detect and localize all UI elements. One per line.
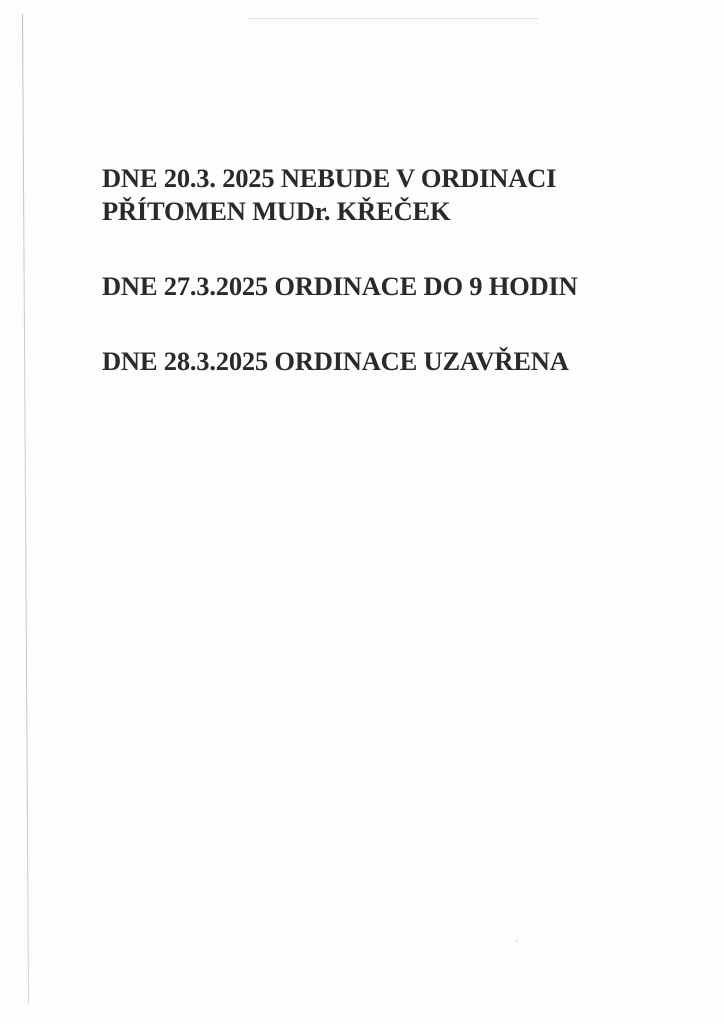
notice-short-hours-line: DNE 27.3.2025 ORDINACE DO 9 HODIN bbox=[102, 271, 578, 301]
notice-absence-line-2: PŘÍTOMEN MUDr. KŘEČEK bbox=[102, 196, 451, 226]
scan-speck bbox=[516, 940, 518, 942]
notice-closed bbox=[102, 345, 702, 378]
notice-absence bbox=[102, 162, 702, 228]
scan-edge-top bbox=[248, 18, 538, 19]
notice-closed-line: DNE 28.3.2025 ORDINACE UZAVŘENA bbox=[102, 346, 569, 376]
notice-text bbox=[102, 162, 702, 420]
notice-short-hours bbox=[102, 270, 702, 303]
notice-absence-line-1: DNE 20.3. 2025 NEBUDE V ORDINACI bbox=[102, 163, 557, 193]
scan-edge-left bbox=[22, 14, 29, 1004]
